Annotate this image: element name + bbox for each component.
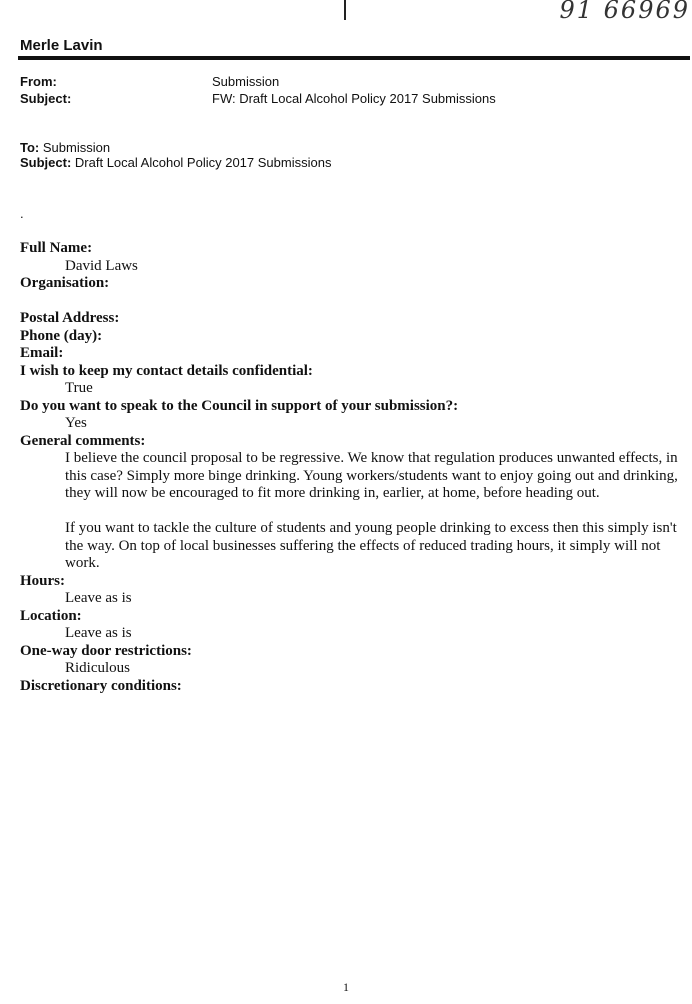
from-value: Submission <box>212 74 280 89</box>
speak-value: Yes <box>65 415 87 431</box>
full-name-label: Full Name: <box>20 240 93 256</box>
subject-value: FW: Draft Local Alcohol Policy 2017 Submissions <box>212 91 496 106</box>
sender-name: Merle Lavin <box>20 37 103 54</box>
subject-row <box>20 91 496 106</box>
subject2-value: Draft Local Alcohol Policy 2017 Submissions <box>74 155 332 170</box>
general-comments-paragraph-1: I believe the council proposal to be regressive. We know that regulation produces unwanted effects, in this case? Simply more binge drinking. Young workers/students want to enjoy going out and drinking, they will now be encouraged to fit more drinking in, earlier, at home, before heading out. <box>65 450 678 501</box>
hours-value: Leave as is <box>65 590 132 606</box>
spacer <box>20 503 680 521</box>
to-label: To: <box>20 140 40 155</box>
handwritten-reference: 91 66969 <box>559 0 690 24</box>
speak-label: Do you want to speak to the Council in support of your submission?: <box>20 397 459 414</box>
confidential-value: True <box>65 380 93 396</box>
confidential-label: I wish to keep my contact details confidential: <box>20 362 313 379</box>
general-comments-label: General comments: <box>20 432 146 449</box>
phone-label: Phone (day): <box>20 327 103 344</box>
to-value: Submission <box>42 140 111 155</box>
subject2-label: Subject: <box>20 155 72 170</box>
from-row <box>20 74 279 89</box>
page-number: 1 <box>343 980 349 994</box>
hours-label: Hours: <box>20 572 65 589</box>
spacer <box>20 293 680 311</box>
postal-address-label: Postal Address: <box>20 310 120 326</box>
subject-label: Subject: <box>20 91 72 106</box>
one-way-door-value: Ridiculous <box>65 660 131 676</box>
subject2-line <box>20 155 331 170</box>
header-rule <box>18 56 690 60</box>
general-comments-paragraph-2: If you want to tackle the culture of students and young people drinking to excess then this simply isn't the way. On top of local businesses suffering the effects of reduced trading hours, it simply will not work. <box>65 520 677 571</box>
location-label: Location: <box>20 607 82 624</box>
organisation-label: Organisation: <box>20 275 110 291</box>
one-way-door-label: One-way door restrictions: <box>20 642 192 659</box>
submission-form <box>20 240 680 695</box>
discretionary-conditions-label: Discretionary conditions: <box>20 677 182 694</box>
scan-mark <box>344 0 346 20</box>
full-name-value: David Laws <box>65 257 138 274</box>
email-label: Email: <box>20 345 64 361</box>
stray-dot: . <box>20 206 24 221</box>
location-value: Leave as is <box>65 625 132 641</box>
from-label: From: <box>20 74 57 89</box>
to-line <box>20 140 110 155</box>
